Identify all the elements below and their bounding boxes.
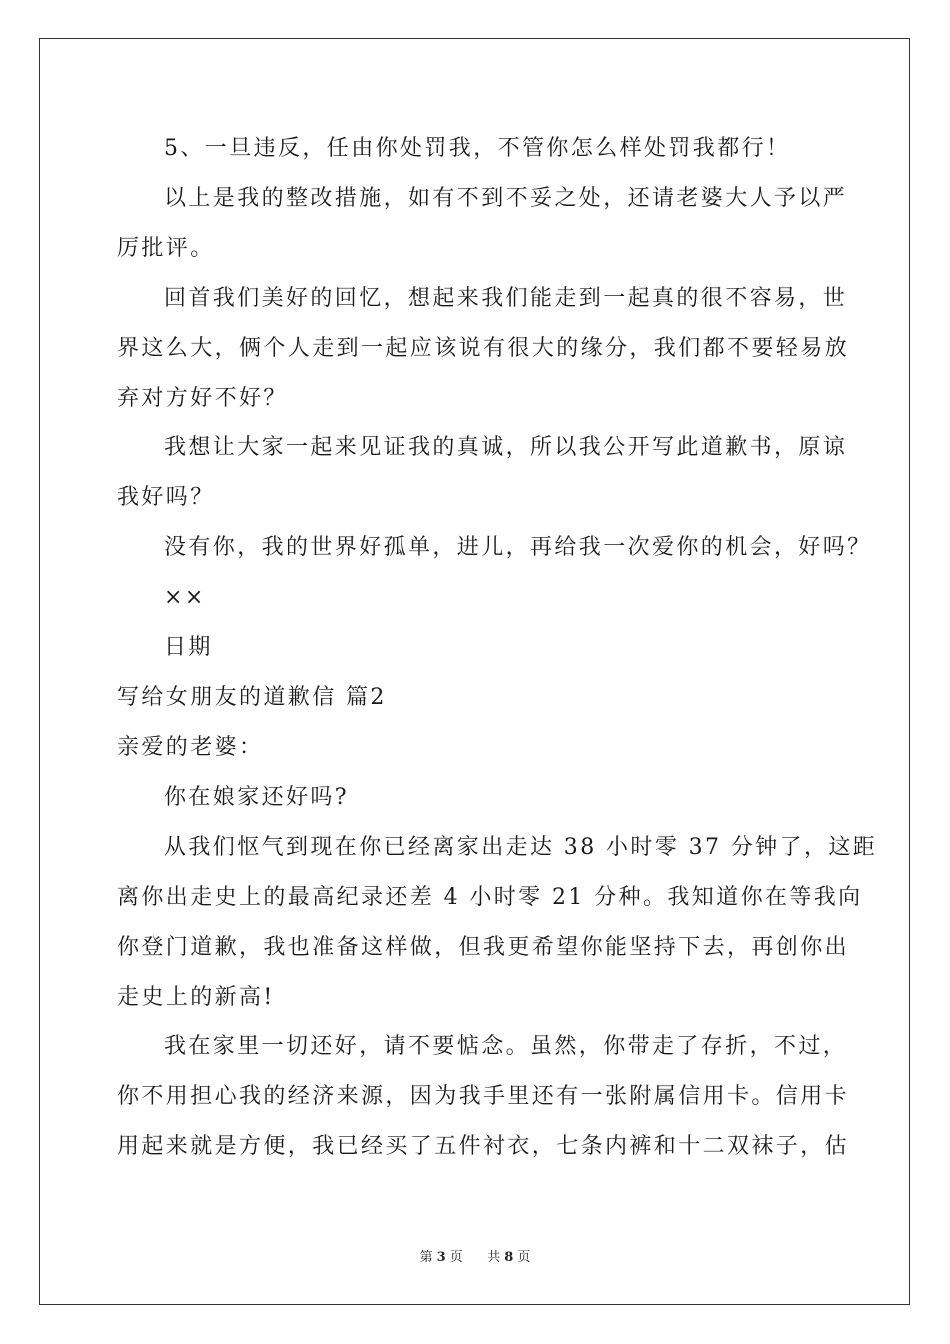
paragraph-line: 我想让大家一起来见证我的真诚，所以我公开写此道歉书，原谅 xyxy=(164,435,848,460)
total-pages-indicator xyxy=(485,1250,532,1265)
paragraph-line: 你不用担心我的经济来源，因为我手里还有一张附属信用卡。信用卡 xyxy=(117,1084,850,1109)
paragraph-line: 以上是我的整改措施，如有不到不妥之处，还请老婆大人予以严 xyxy=(164,186,848,211)
section-heading: 写给女朋友的道歉信 篇2 xyxy=(117,685,387,710)
page-unit: 页 xyxy=(449,1250,463,1265)
page-prefix: 第 xyxy=(419,1250,433,1265)
paragraph-line: 弃对方好不好？ xyxy=(117,386,288,411)
salutation: 亲爱的老婆： xyxy=(117,735,264,760)
paragraph-line: 你登门道歉，我也准备这样做，但我更希望你能坚持下去，再创你出 xyxy=(117,935,850,960)
signature-line: ×× xyxy=(164,585,206,610)
paragraph-line: 5、一旦违反，任由你处罚我，不管你怎么样处罚我都行！ xyxy=(164,136,791,161)
paragraph-line: 你在娘家还好吗? xyxy=(164,785,349,810)
page-indicator xyxy=(418,1250,465,1265)
paragraph-line: 我好吗？ xyxy=(117,485,215,510)
paragraph-line: 从我们怄气到现在你已经离家出走达 38 小时零 37 分钟了，这距 xyxy=(164,835,878,860)
current-page-number: 3 xyxy=(436,1250,446,1265)
page-footer xyxy=(0,1250,950,1266)
total-unit: 页 xyxy=(517,1250,531,1265)
paragraph-line: 用起来就是方便，我已经买了五件衬衣，七条内裤和十二双袜子，估 xyxy=(117,1134,850,1159)
paragraph-line: 回首我们美好的回忆，想起来我们能走到一起真的很不容易，世 xyxy=(164,286,848,311)
page-border xyxy=(39,38,910,1305)
paragraph-line: 界这么大，俩个人走到一起应该说有很大的缘分，我们都不要轻易放 xyxy=(117,336,850,361)
paragraph-line: 没有你，我的世界好孤单，进儿，再给我一次爱你的机会，好吗？ xyxy=(164,535,872,560)
paragraph-line: 我在家里一切还好，请不要惦念。虽然，你带走了存折，不过， xyxy=(164,1034,848,1059)
paragraph-line: 走史上的新高! xyxy=(117,985,275,1010)
paragraph-line: 离你出走史上的最高纪录还差 4 小时零 21 分种。我知道你在等我向 xyxy=(117,885,863,910)
total-pages-number: 8 xyxy=(504,1250,514,1265)
date-line: 日期 xyxy=(164,635,213,660)
paragraph-line: 厉批评。 xyxy=(117,236,215,261)
total-prefix: 共 xyxy=(487,1250,501,1265)
